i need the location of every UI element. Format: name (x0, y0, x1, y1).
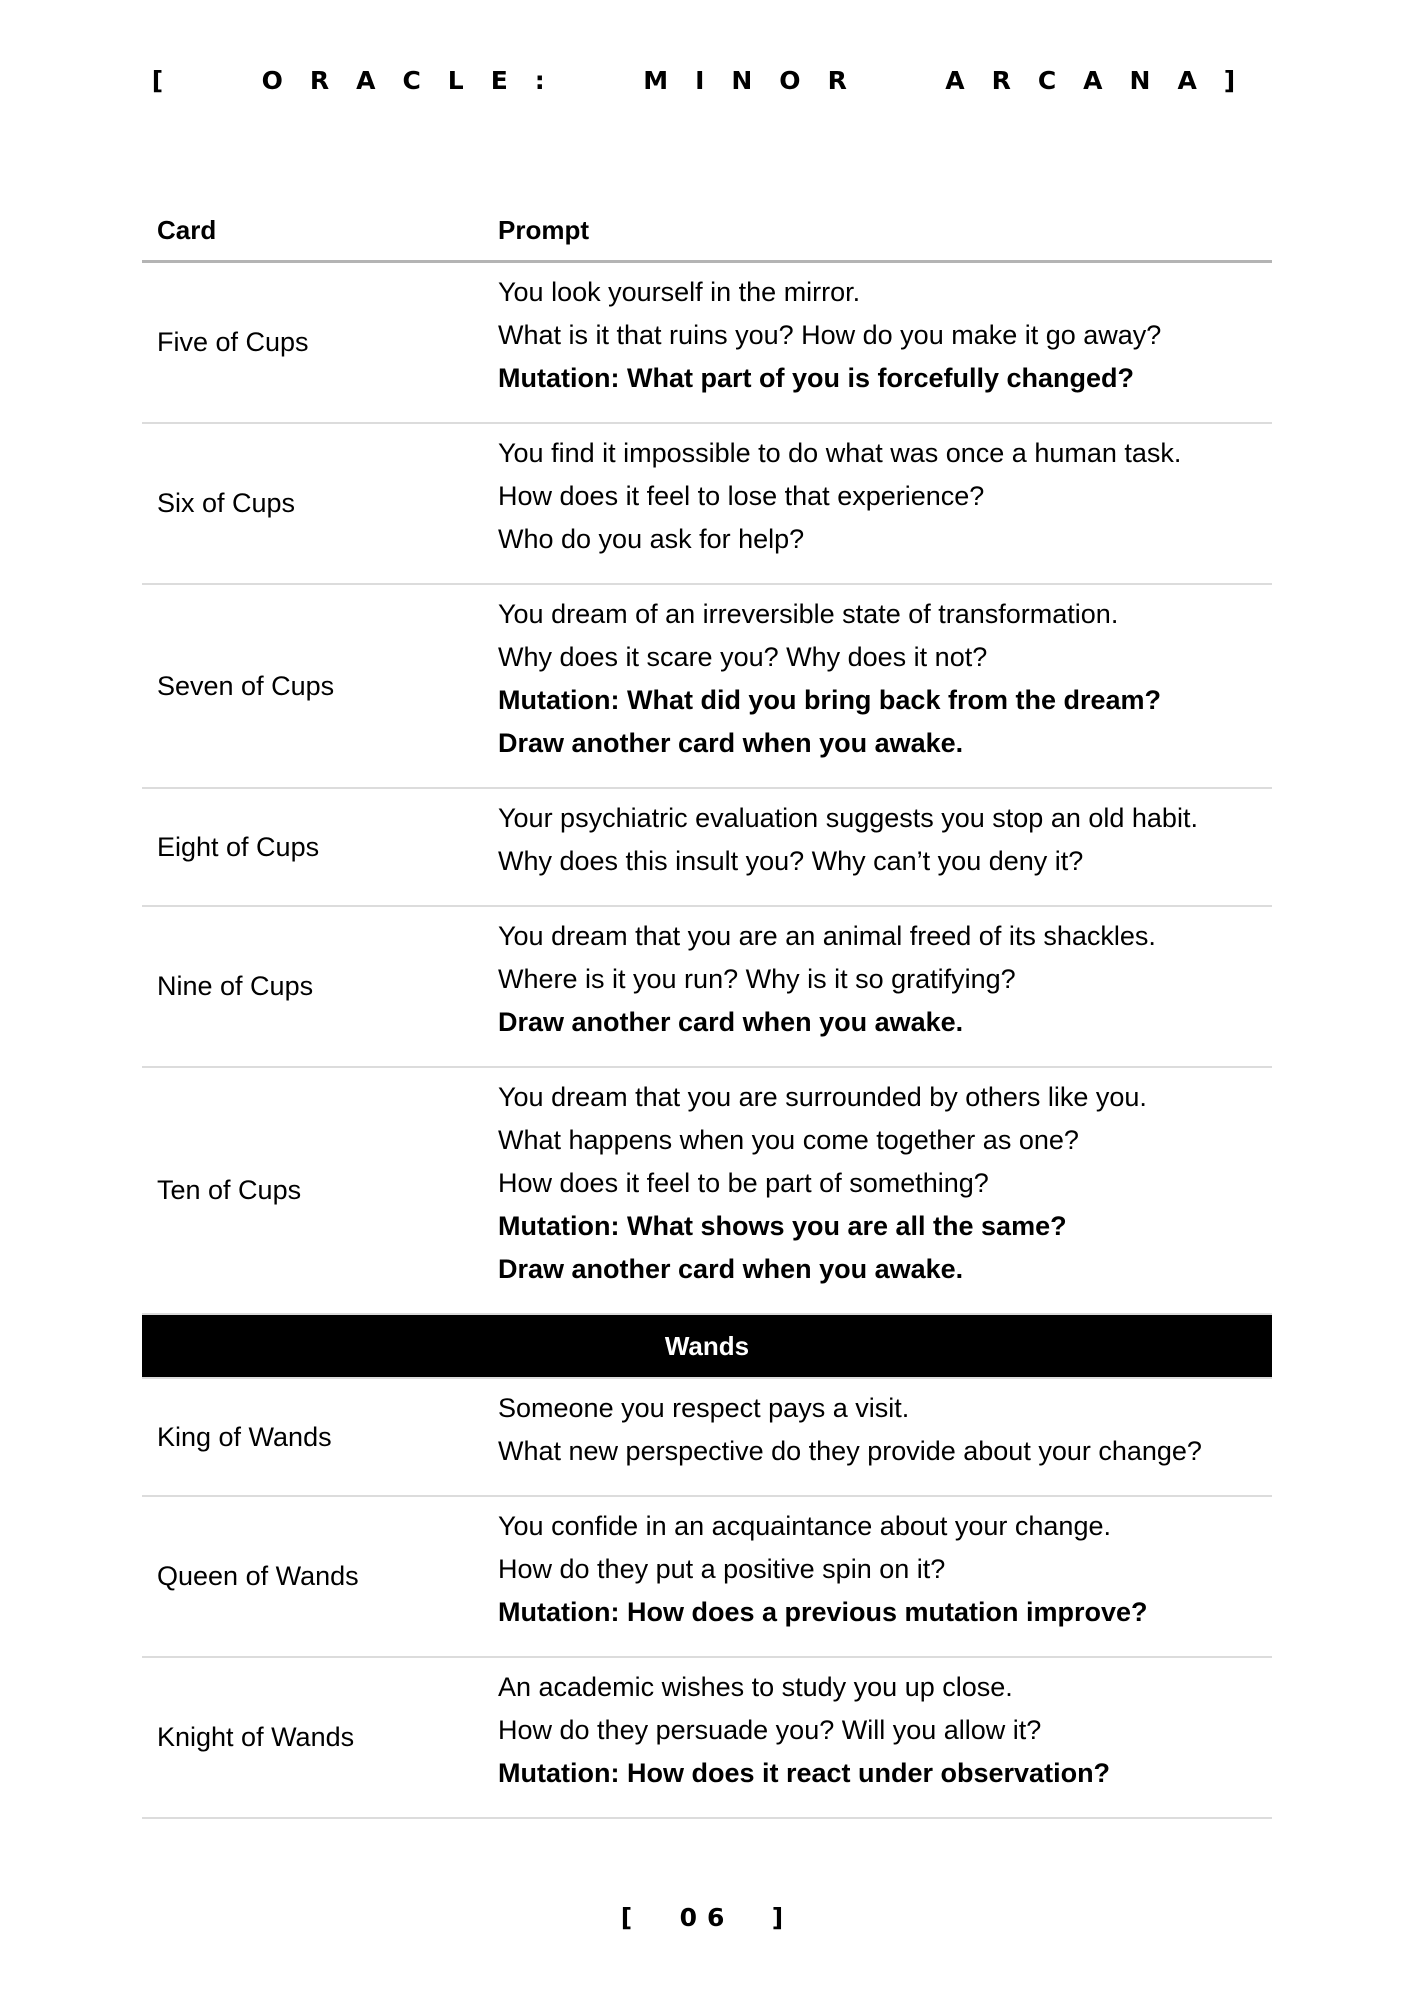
section-header-wands: Wands (142, 1315, 1272, 1379)
prompt-instruction-line: Mutation: How does it react under observation? (498, 1758, 1111, 1788)
card-prompt (498, 1068, 1272, 1313)
prompt-line: Where is it you run? Why is it so gratifying? (498, 964, 1016, 994)
prompt-instruction-line: Mutation: What did you bring back from the dream? (498, 685, 1162, 715)
prompt-line: How does it feel to lose that experience? (498, 481, 985, 511)
prompt-line: You dream that you are surrounded by others like you. (498, 1082, 1147, 1112)
prompt-line: What happens when you come together as one? (498, 1125, 1079, 1155)
card-name: Nine of Cups (157, 971, 314, 1001)
prompt-instruction-line: Mutation: How does a previous mutation improve? (498, 1597, 1148, 1627)
page-title: [ ORACLE: MINOR ARCANA] (151, 66, 1263, 95)
card-prompt (498, 789, 1272, 905)
prompt-line: You look yourself in the mirror. (498, 277, 861, 307)
table-row (142, 263, 1272, 424)
column-header-card: Card (157, 214, 217, 245)
prompt-instruction-line: Draw another card when you awake. (498, 1007, 964, 1037)
card-prompt (498, 424, 1272, 583)
table-row (142, 1497, 1272, 1658)
table-row (142, 585, 1272, 789)
prompt-line: Why does this insult you? Why can’t you deny it? (498, 846, 1084, 876)
card-name: Six of Cups (157, 488, 296, 518)
prompt-instruction-line: Draw another card when you awake. (498, 728, 964, 758)
table-row (142, 424, 1272, 585)
prompt-line: An academic wishes to study you up close. (498, 1672, 1013, 1702)
prompt-instruction-line: Mutation: What shows you are all the same? (498, 1211, 1067, 1241)
card-name: Five of Cups (157, 327, 309, 357)
table-row (142, 1068, 1272, 1315)
prompt-line: You dream that you are an animal freed of its shackles. (498, 921, 1156, 951)
oracle-table (142, 200, 1272, 1819)
card-prompt (498, 1497, 1272, 1656)
page-number: [ 06 ] (620, 1903, 794, 1932)
card-name: Eight of Cups (157, 831, 320, 862)
prompt-line: Why does it scare you? Why does it not? (498, 642, 988, 672)
table-row (142, 907, 1272, 1068)
prompt-line: Someone you respect pays a visit. (498, 1393, 910, 1423)
prompt-line: How do they put a positive spin on it? (498, 1554, 946, 1584)
card-prompt (498, 907, 1272, 1066)
prompt-line: What new perspective do they provide about your change? (498, 1436, 1202, 1466)
table-row (142, 1379, 1272, 1497)
prompt-line: You find it impossible to do what was once a human task. (498, 438, 1182, 468)
prompt-instruction-line: Draw another card when you awake. (498, 1254, 964, 1284)
prompt-instruction-line: Mutation: What part of you is forcefully changed? (498, 363, 1135, 393)
card-name: Knight of Wands (157, 1722, 355, 1752)
column-header-prompt: Prompt (498, 214, 589, 245)
card-name: King of Wands (157, 1421, 332, 1452)
prompt-line: What is it that ruins you? How do you make it go away? (498, 320, 1162, 350)
table-header (142, 200, 1272, 263)
prompt-line: You confide in an acquaintance about your change. (498, 1511, 1111, 1541)
prompt-line: How does it feel to be part of something? (498, 1168, 989, 1198)
card-prompt (498, 1658, 1272, 1817)
card-prompt (498, 1379, 1272, 1495)
card-name: Seven of Cups (157, 670, 335, 701)
table-row (142, 1658, 1272, 1819)
card-prompt (498, 585, 1272, 787)
card-name: Ten of Cups (157, 1175, 302, 1205)
prompt-line: How do they persuade you? Will you allow it? (498, 1715, 1042, 1745)
card-prompt (498, 263, 1272, 422)
prompt-line: You dream of an irreversible state of transformation. (498, 599, 1119, 629)
card-name: Queen of Wands (157, 1561, 359, 1591)
table-row (142, 789, 1272, 907)
prompt-line: Your psychiatric evaluation suggests you stop an old habit. (498, 803, 1198, 833)
table-body (142, 263, 1272, 1819)
prompt-line: Who do you ask for help? (498, 524, 805, 554)
